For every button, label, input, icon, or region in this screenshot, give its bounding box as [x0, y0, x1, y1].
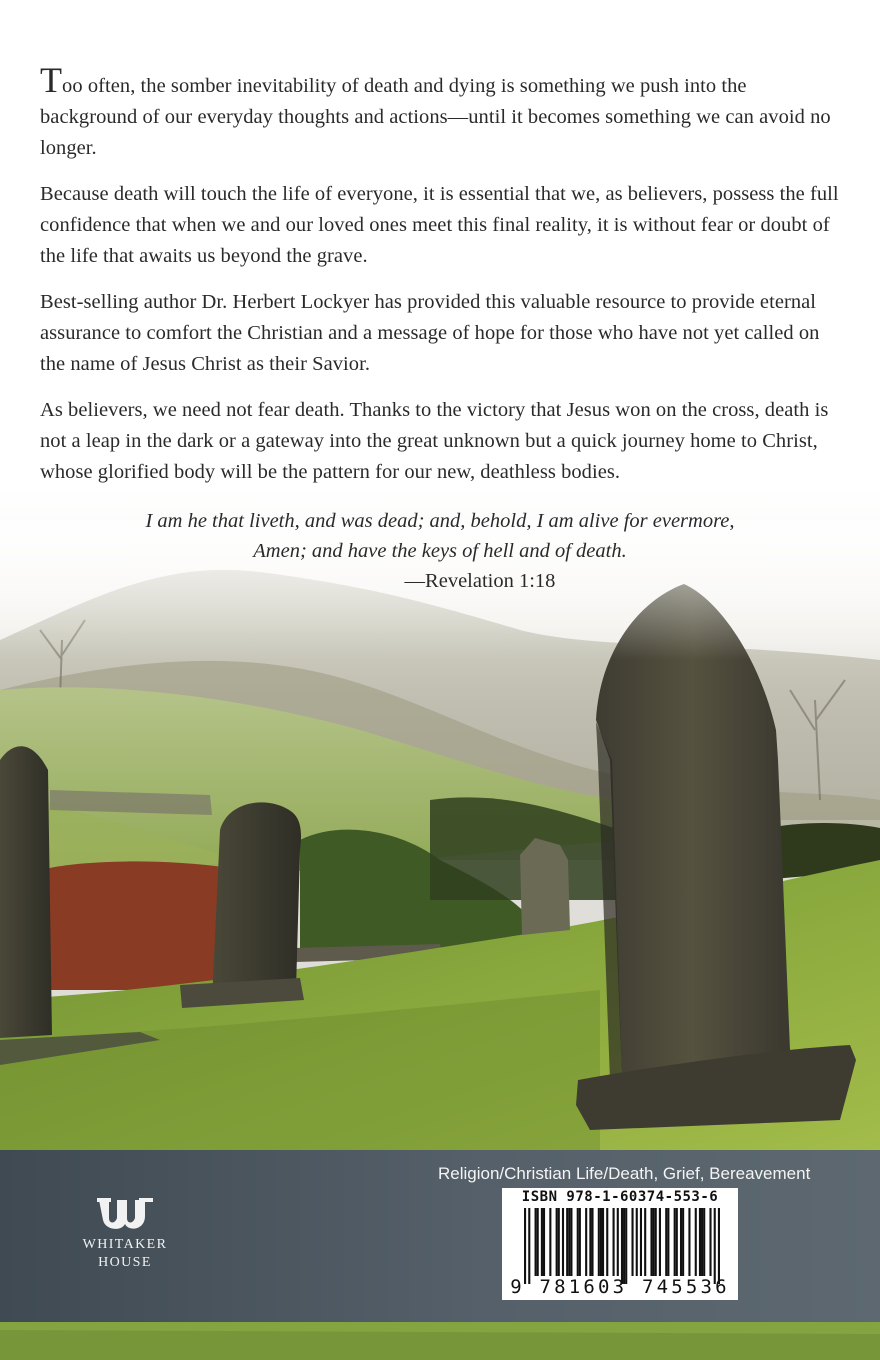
quote-line-2: Amen; and have the keys of hell and of death. — [253, 540, 627, 562]
barcode-bar — [570, 1208, 572, 1276]
quote-line-1: I am he that liveth, and was dead; and, behold, I am alive for evermore, — [145, 510, 735, 532]
bisac-category: Religion/Christian Life/Death, Grief, Bereavement — [438, 1164, 811, 1183]
isbn-label: ISBN 978-1-60374-553-6 — [521, 1189, 719, 1205]
barcode-bar — [674, 1208, 676, 1276]
barcode-bar — [644, 1208, 646, 1276]
barcode-bar — [665, 1208, 667, 1276]
back-cover-blurb — [40, 60, 840, 503]
barcode-bar — [688, 1208, 690, 1276]
barcode-bar — [703, 1208, 705, 1276]
barcode-bar — [606, 1208, 608, 1276]
barcode-bar — [558, 1208, 560, 1276]
barcode-bar — [640, 1208, 642, 1276]
barcode-bar — [653, 1208, 655, 1276]
blurb-paragraph-1-text: oo often, the somber inevitability of death and dying is something we push into the background of our everyday thoughts and actions—until it becomes something we can avoid no longer. — [40, 75, 831, 159]
drop-cap: T — [40, 60, 63, 100]
publisher-logo — [70, 1196, 180, 1272]
barcode-bar — [617, 1208, 619, 1276]
barcode-bar — [676, 1208, 678, 1276]
isbn-barcode — [502, 1188, 738, 1300]
barcode-bar — [543, 1208, 545, 1276]
publisher-name-line-1: WHITAKER — [82, 1237, 168, 1252]
publisher-band — [0, 1150, 880, 1322]
barcode-digits: 9 781603 745536 — [510, 1276, 730, 1298]
barcode-bar — [621, 1208, 623, 1284]
blurb-paragraph-4: As believers, we need not fear death. Thanks to the victory that Jesus won on the cross, death is not a leap in the dark or a gateway into the great unknown but a quick journey home to Christ, whose glorified body will be the pattern for our new, deathless bodies. — [40, 399, 829, 483]
scripture-quote — [0, 506, 880, 596]
quote-reference: —Revelation 1:18 — [404, 570, 556, 592]
barcode-bar — [623, 1208, 625, 1284]
barcode-bar — [535, 1208, 537, 1276]
barcode-bar — [695, 1208, 697, 1276]
barcode-bar — [680, 1208, 682, 1276]
barcode-bar — [566, 1208, 568, 1276]
barcode-bar — [541, 1208, 543, 1276]
barcode-bar — [549, 1208, 551, 1276]
barcode-bar — [699, 1208, 701, 1276]
barcode-bar — [682, 1208, 684, 1276]
blurb-paragraph-3: Best-selling author Dr. Herbert Lockyer has provided this valuable resource to provide eternal assurance to comfort the Christian and a message of hope for those who have not yet called on the name of Jesus Christ as their Savior. — [40, 291, 820, 375]
blurb-paragraph-2: Because death will touch the life of everyone, it is essential that we, as believers, possess the full confidence that when we and our loved ones meet this final reality, it is without fear or doubt of the life that awaits us beyond the grave. — [40, 183, 839, 267]
barcode-bar — [598, 1208, 600, 1276]
barcode-bar — [528, 1208, 530, 1284]
barcode-bar — [591, 1208, 593, 1276]
barcode-bar — [577, 1208, 579, 1276]
barcode-bar — [718, 1208, 720, 1284]
barcode-bar — [625, 1208, 627, 1284]
barcode-bar — [714, 1208, 716, 1284]
barcode-bar — [631, 1208, 633, 1276]
barcode-bar — [589, 1208, 591, 1276]
blurb-paragraph-1 — [40, 60, 840, 164]
barcode-bar — [655, 1208, 657, 1276]
barcode-bar — [701, 1208, 703, 1276]
barcode-bar — [709, 1208, 711, 1276]
barcode-bar — [524, 1208, 526, 1284]
barcode-bar — [585, 1208, 587, 1276]
barcode-bar — [556, 1208, 558, 1276]
barcode-bar — [613, 1208, 615, 1276]
barcode-bar — [562, 1208, 564, 1276]
barcode-bar — [636, 1208, 638, 1276]
barcode-bar — [537, 1208, 539, 1276]
barcode-bar — [600, 1208, 602, 1276]
barcode-bar — [579, 1208, 581, 1276]
publisher-name-line-2: HOUSE — [98, 1255, 152, 1270]
barcode-bar — [667, 1208, 669, 1276]
barcode-bar — [650, 1208, 652, 1276]
barcode-bar — [568, 1208, 570, 1276]
whitaker-house-logo-icon — [95, 1196, 155, 1232]
barcode-bar — [659, 1208, 661, 1276]
barcode-bar — [602, 1208, 604, 1276]
